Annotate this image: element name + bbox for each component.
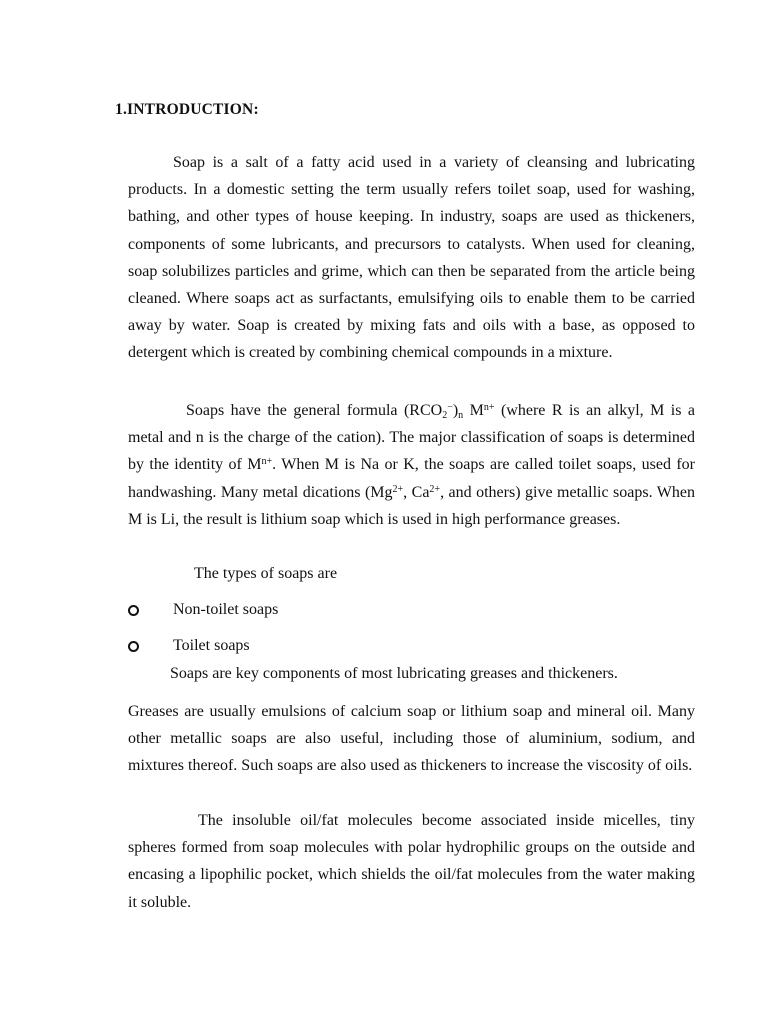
hollow-circle-icon xyxy=(128,641,139,652)
section-heading: 1.INTRODUCTION: xyxy=(115,101,259,118)
formula-text: M xyxy=(469,402,484,419)
key-components-sentence: Soaps are key components of most lubricating greases and thickeners. xyxy=(170,665,618,682)
paragraph-micelles: The insoluble oil/fat molecules become associated inside micelles, tiny spheres formed from soap molecules with polar hydrophilic groups on the outside and encasing a lipophilic pocket, which shields the oil/fat molecules from the water making it soluble. xyxy=(128,812,695,911)
formula-text: Soaps have the general formula (RCO xyxy=(186,402,443,419)
list-item-toilet-soaps: Toilet soaps xyxy=(173,637,250,654)
formula-text: ) xyxy=(452,402,459,419)
formula-subscript: 2 xyxy=(442,410,448,421)
formula-superscript: 2+ xyxy=(392,483,404,495)
paragraph-soap-formula xyxy=(128,397,695,533)
types-intro: The types of soaps are xyxy=(194,565,338,582)
paragraph-text: . When M is Na or K, the soaps are called toilet soaps, used for handwashing. Many metal dications (Mg xyxy=(128,456,696,501)
paragraph-greases: Greases are usually emulsions of calcium soap or lithium soap and mineral oil. Many other metallic soaps are also useful, including those of aluminium, sodium, and mixtures thereof. Such soaps are also used as thickeners to increase the viscosity of oils. xyxy=(128,703,695,775)
formula-superscript: 2+ xyxy=(429,483,441,495)
formula-superscript: − xyxy=(447,402,453,413)
list-item-non-toilet-soaps: Non-toilet soaps xyxy=(173,601,279,618)
paragraph-text: (where R is an alkyl, M is a metal and n is the charge of the cation). The major classification of soaps is determined by the identity of M xyxy=(128,402,696,474)
formula-superscript: n+ xyxy=(483,402,495,413)
formula-superscript: n+ xyxy=(261,456,273,468)
paragraph-text: , and others) give metallic soaps. When M is Li, the result is lithium soap which is used in high performance greases. xyxy=(128,483,695,528)
hollow-circle-icon xyxy=(128,605,139,616)
paragraph-soap-definition: Soap is a salt of a fatty acid used in a variety of cleansing and lubricating products. In a domestic setting the term usually refers toilet soap, used for washing, bathing, and other types of house keeping. In industry, soaps are used as thickeners, components of some lubricants, and precursors to catalysts. When used for cleaning, soap solubilizes particles and grime, which can then be separated from the article being cleaned. Where soaps act as surfactants, emulsifying oils to enable them to be carried away by water. Soap is created by mixing fats and oils with a base, as opposed to detergent which is created by combining chemical compounds in a mixture. xyxy=(128,154,695,362)
paragraph-text: , Ca xyxy=(403,483,430,501)
formula-subscript: n xyxy=(458,410,464,421)
